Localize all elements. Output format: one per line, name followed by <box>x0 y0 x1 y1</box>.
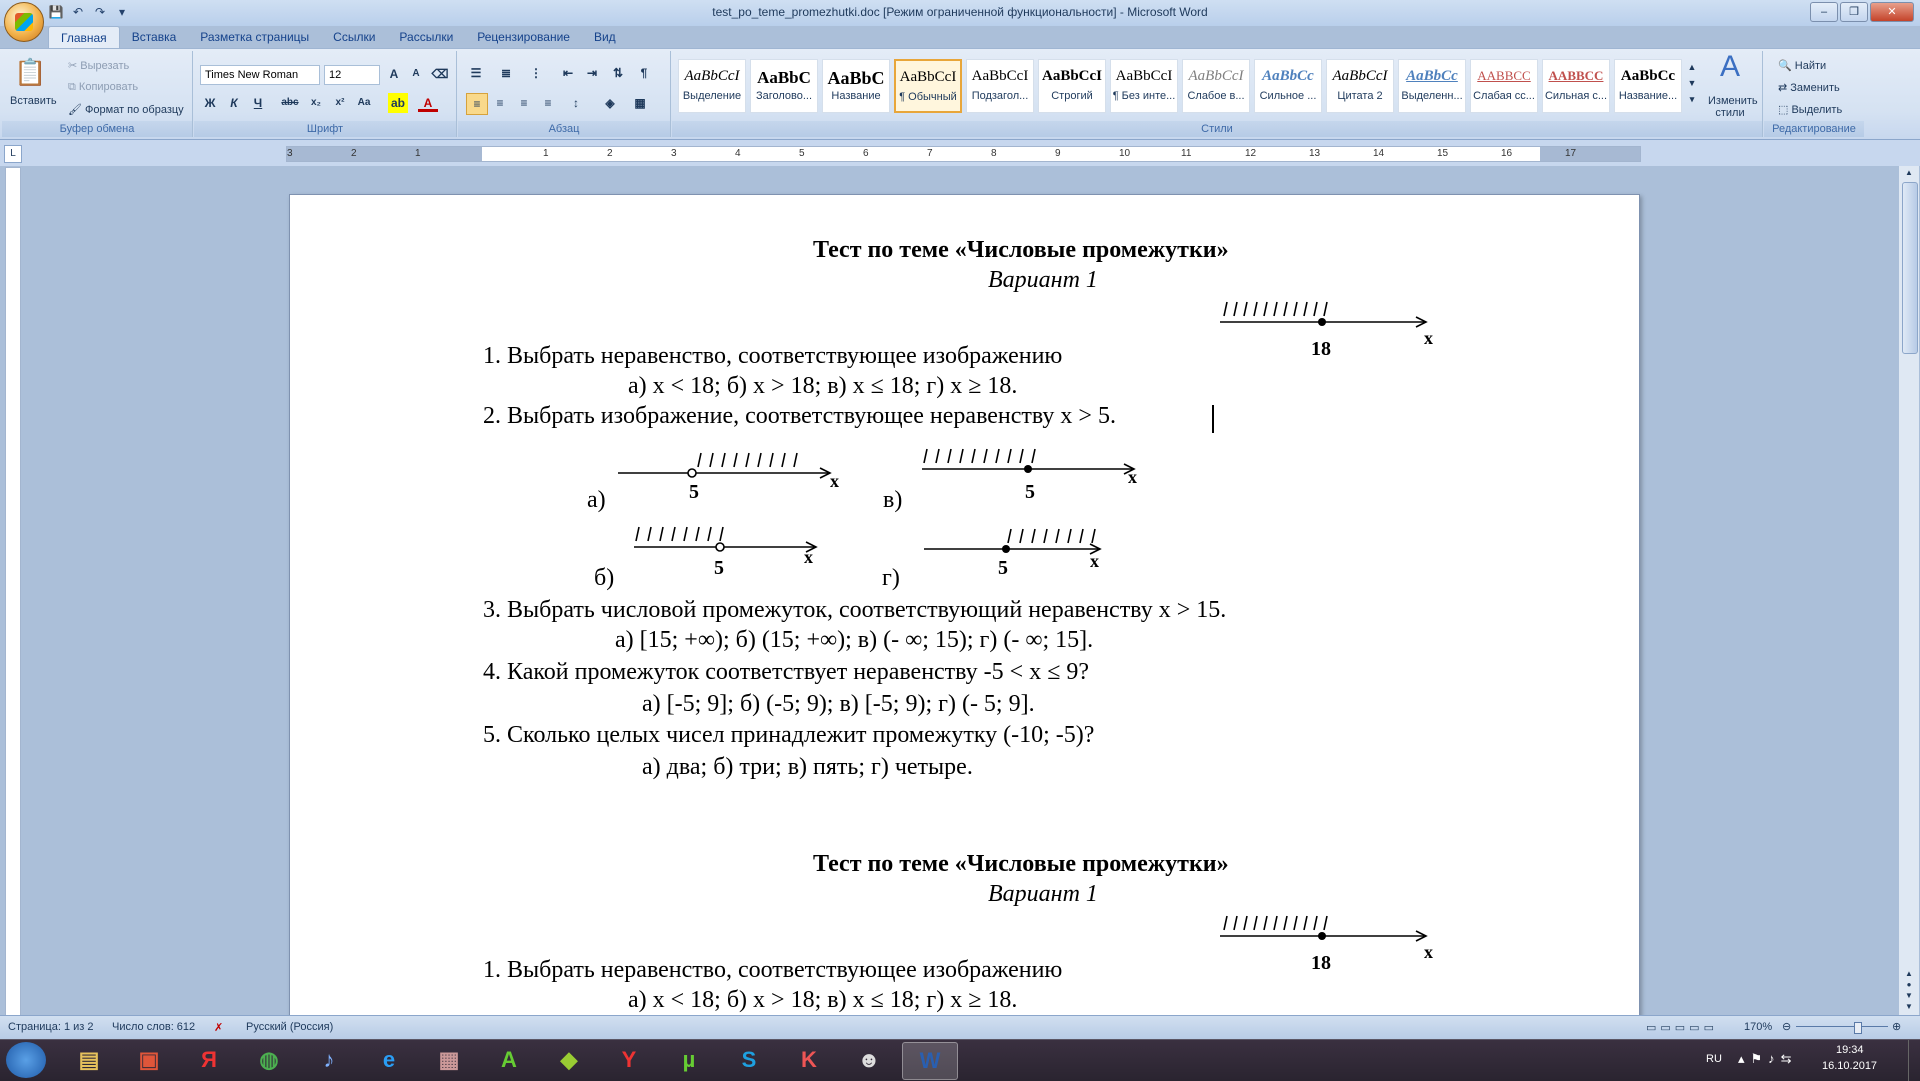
window-title: test_po_teme_promezhutki.doc [Режим ограниченной функциональности] - Microsoft Word <box>712 5 1208 19</box>
yandex-icon[interactable]: Я <box>201 1047 217 1072</box>
question-1-answers-repeat: а) x < 18; б) x > 18; в) x ≤ 18; г) x ≥ 18. <box>628 987 1018 1013</box>
align-right-icon[interactable]: ≡ <box>520 96 528 110</box>
replace-button[interactable]: ⇄ Заменить <box>1778 82 1840 94</box>
font-group-label: Шрифт <box>194 121 456 137</box>
vertical-ruler[interactable] <box>5 167 21 1015</box>
change-case-button[interactable]: Aa <box>357 97 371 108</box>
styles-group <box>672 51 1763 137</box>
shading-icon[interactable]: ◈ <box>605 96 615 110</box>
multilevel-list-icon[interactable]: ⋮ <box>530 66 542 80</box>
tab-view[interactable]: Вид <box>593 30 616 44</box>
ruler-number: 16 <box>1501 148 1513 159</box>
clock-time[interactable]: 19:34 <box>1836 1044 1864 1056</box>
ribbon-tabs <box>48 26 628 48</box>
ie-icon[interactable]: e <box>382 1047 396 1072</box>
zoom-in-icon[interactable]: ⊕ <box>1892 1021 1902 1033</box>
ruler-number: 4 <box>735 148 741 159</box>
justify-icon[interactable]: ≡ <box>544 96 552 110</box>
ruler-number: 12 <box>1245 148 1257 159</box>
select-button[interactable]: ⬚ Выделить <box>1778 104 1843 116</box>
option-b-label: б) <box>594 565 615 591</box>
status-bar <box>0 1015 1920 1040</box>
doc-variant: Вариант 1 <box>988 267 1098 293</box>
zoom-track <box>1796 1026 1888 1027</box>
style-intense-reference[interactable]: AABBCC Сильная с... <box>1542 59 1610 113</box>
tab-insert[interactable]: Вставка <box>131 30 177 44</box>
ruler-right-margin <box>1540 147 1640 161</box>
style-subtle-reference[interactable]: AABBCC Слабая сс... <box>1470 59 1538 113</box>
app-layers-icon[interactable]: ◆ <box>560 1047 578 1072</box>
question-3-answers: а) [15; +∞); б) (15; +∞); в) (- ∞; 15); г) (- ∞; 15]. <box>615 627 1094 653</box>
subscript-button[interactable]: x₂ <box>310 97 321 108</box>
tab-references[interactable]: Ссылки <box>333 30 376 44</box>
underline-button[interactable]: Ч <box>253 96 263 110</box>
font-name-combo[interactable]: Times New Roman <box>200 65 320 85</box>
increase-indent-icon[interactable]: ⇥ <box>586 66 598 80</box>
question-1-answers: а) x < 18; б) x > 18; в) x ≤ 18; г) x ≥ 18. <box>628 373 1018 399</box>
option-v-label: в) <box>883 487 903 513</box>
window-controls <box>1810 2 1914 22</box>
style-strong[interactable]: AaBbCcI Строгий <box>1038 59 1106 113</box>
shrink-font-icon[interactable]: A <box>412 68 420 79</box>
ruler-number: 3 <box>287 148 293 159</box>
question-4: 4. Какой промежуток соответствует неравенству -5 < x ≤ 9? <box>483 659 1090 685</box>
chrome-icon[interactable]: ◍ <box>259 1047 279 1072</box>
browse-object-icons[interactable]: ▲ ● ▼ ▼ <box>1905 969 1913 1011</box>
doc-title: Тест по теме «Числовые промежутки» <box>813 237 1229 263</box>
font-group <box>194 51 457 137</box>
label-x-a: x <box>830 471 839 491</box>
show-marks-icon[interactable]: ¶ <box>640 66 648 80</box>
line-spacing-icon[interactable]: ↕ <box>573 96 579 110</box>
style-title[interactable]: AaBbC Название <box>822 59 890 113</box>
paragraph-group <box>458 51 671 137</box>
question-5: 5. Сколько целых чисел принадлежит промежутку (-10; -5)? <box>483 722 1095 748</box>
editing-group <box>1764 51 1864 137</box>
ruler-number: 5 <box>799 148 805 159</box>
question-3: 3. Выбрать числовой промежуток, соответствующий неравенству x > 15. <box>483 597 1227 623</box>
scrollbar-thumb[interactable] <box>1902 182 1918 354</box>
label-x: x <box>1424 328 1433 348</box>
style-no-spacing[interactable]: AaBbCcI ¶ Без инте... <box>1110 59 1178 113</box>
proofing-icon[interactable]: ✗ <box>214 1022 224 1034</box>
doc-variant-2: Вариант 1 <box>988 881 1098 907</box>
save-icon[interactable]: 💾 <box>48 5 64 19</box>
ruler-number: 8 <box>991 148 997 159</box>
paste-icon[interactable]: 📋 <box>14 57 47 87</box>
bullets-icon[interactable]: ☰ <box>470 66 482 80</box>
question-4-answers: а) [-5; 9]; б) (-5; 9); в) [-5; 9); г) (- 5; 9]. <box>642 691 1035 717</box>
ruler-number: 17 <box>1565 148 1577 159</box>
media-icon[interactable]: ♪ <box>323 1047 335 1072</box>
explorer-icon[interactable]: ▤ <box>78 1047 100 1072</box>
label-x-g: x <box>1090 551 1099 571</box>
undo-icon[interactable]: ↶ <box>72 5 84 19</box>
italic-button[interactable]: К <box>230 96 238 110</box>
question-1: 1. Выбрать неравенство, соответствующее изображению <box>483 343 1063 369</box>
view-buttons[interactable]: ▭▭▭▭▭ <box>1646 1022 1718 1034</box>
sort-icon[interactable]: ⇅ <box>612 66 624 80</box>
label-x-b: x <box>804 547 813 567</box>
label-5-a: 5 <box>689 481 699 503</box>
app-mask-icon[interactable]: ☻ <box>857 1047 881 1072</box>
document-area <box>0 166 1899 1015</box>
label-18-2: 18 <box>1311 952 1331 974</box>
zoom-slider[interactable] <box>1782 1022 1902 1032</box>
label-x-2: x <box>1424 942 1433 962</box>
numbering-icon[interactable]: ≣ <box>500 66 512 80</box>
label-5-b: 5 <box>714 557 724 579</box>
doc-title-2: Тест по теме «Числовые промежутки» <box>813 851 1229 877</box>
quick-access-toolbar <box>48 4 130 22</box>
style-subtle-emphasis[interactable]: AaBbCcI Слабое в... <box>1182 59 1250 113</box>
yandex-browser-icon[interactable]: Y <box>621 1047 637 1072</box>
decrease-indent-icon[interactable]: ⇤ <box>562 66 574 80</box>
ruler-number: 1 <box>543 148 549 159</box>
change-styles-button[interactable]: Изменить стили <box>1708 95 1758 119</box>
font-size-combo[interactable]: 12 <box>324 65 380 85</box>
styles-group-label: Стили <box>672 121 1762 137</box>
show-desktop-button[interactable] <box>1908 1040 1920 1081</box>
change-styles-icon[interactable]: A <box>1719 50 1740 83</box>
clear-format-icon[interactable]: ⌫ <box>431 67 449 81</box>
align-center-icon[interactable]: ≡ <box>496 96 504 110</box>
highlight-icon[interactable]: ab <box>388 93 408 113</box>
bold-button[interactable]: Ж <box>204 96 216 110</box>
editing-group-label: Редактирование <box>1764 121 1864 137</box>
language-indicator[interactable]: Русский (Россия) <box>246 1021 334 1033</box>
tab-mailings[interactable]: Рассылки <box>399 30 454 44</box>
skype-icon[interactable]: S <box>741 1047 757 1072</box>
ruler-number: 2 <box>351 148 357 159</box>
ruler-number: 9 <box>1055 148 1061 159</box>
horizontal-ruler[interactable] <box>286 146 1641 162</box>
question-2: 2. Выбрать изображение, соответствующее неравенству x > 5. <box>483 403 1116 429</box>
maximize-button[interactable]: ❐ <box>1840 2 1868 22</box>
ruler-number: 1 <box>415 148 421 159</box>
winrar-icon[interactable]: ▦ <box>438 1047 460 1072</box>
ruler-number: 3 <box>671 148 677 159</box>
styles-scroll-icon[interactable]: ▲ ▼ ▾ <box>1687 62 1697 104</box>
clipboard-group <box>2 51 193 137</box>
superscript-button[interactable]: x² <box>335 97 345 108</box>
ribbon <box>0 48 1920 140</box>
ruler-number: 14 <box>1373 148 1385 159</box>
label-18: 18 <box>1311 338 1331 360</box>
format-painter-button[interactable]: 🖌 Формат по образцу <box>68 104 184 116</box>
tab-page-layout[interactable]: Разметка страницы <box>200 30 310 44</box>
label-5-v: 5 <box>1025 481 1035 503</box>
ruler-number: 10 <box>1119 148 1131 159</box>
question-5-answers: а) два; б) три; в) пять; г) четыре. <box>642 754 973 780</box>
close-button[interactable]: ✕ <box>1870 2 1914 22</box>
redo-icon[interactable]: ↷ <box>94 5 106 19</box>
page-count[interactable]: Страница: 1 из 2 <box>8 1021 94 1033</box>
style-emphasis[interactable]: AaBbCcI Выделение <box>678 59 746 113</box>
office-button[interactable] <box>4 2 44 42</box>
zoom-out-icon[interactable]: ⊖ <box>1782 1021 1792 1033</box>
document-page[interactable] <box>289 194 1640 1015</box>
tab-home[interactable]: Главная <box>48 26 120 48</box>
word-count[interactable]: Число слов: 612 <box>112 1021 196 1033</box>
style-quote2[interactable]: AaBbCcI Цитата 2 <box>1326 59 1394 113</box>
tab-review[interactable]: Рецензирование <box>477 30 570 44</box>
zoom-level[interactable]: 170% <box>1744 1021 1773 1033</box>
ruler-left-margin <box>287 147 482 161</box>
style-intense-quote[interactable]: AaBbCc Выделенн... <box>1398 59 1466 113</box>
customize-qat-icon[interactable]: ▾ <box>118 5 126 19</box>
start-button[interactable] <box>6 1042 46 1078</box>
option-g-label: г) <box>882 565 900 591</box>
label-x-v: x <box>1128 467 1137 487</box>
font-color-icon[interactable]: A <box>418 93 438 112</box>
paste-button[interactable]: Вставить <box>10 95 57 107</box>
paragraph-group-label: Абзац <box>458 121 670 137</box>
powerpoint-icon[interactable]: ▣ <box>138 1047 160 1072</box>
number-line-18 <box>1218 293 1450 355</box>
ruler-number: 15 <box>1437 148 1449 159</box>
app-k-icon[interactable]: K <box>801 1047 817 1072</box>
strikethrough-button[interactable]: abc <box>281 97 299 108</box>
style-book-title[interactable]: AaBbCc Название... <box>1614 59 1682 113</box>
grow-font-icon[interactable]: A <box>389 67 399 81</box>
style-subtitle[interactable]: AaBbCcI Подзагол... <box>966 59 1034 113</box>
text-cursor <box>1212 405 1214 433</box>
word-taskbar-icon[interactable]: W <box>902 1042 958 1080</box>
tray-icons[interactable]: ▴⚑♪⇆ <box>1738 1051 1798 1066</box>
scroll-up-icon[interactable]: ▲ <box>1905 168 1913 177</box>
ruler-number: 2 <box>607 148 613 159</box>
clock-date[interactable]: 16.10.2017 <box>1822 1060 1878 1072</box>
question-1-repeat: 1. Выбрать неравенство, соответствующее изображению <box>483 957 1063 983</box>
ruler-number: 6 <box>863 148 869 159</box>
input-language[interactable]: RU <box>1706 1053 1722 1065</box>
borders-icon[interactable]: ▦ <box>634 96 646 110</box>
ruler-number: 11 <box>1181 148 1192 159</box>
taskbar <box>0 1039 1920 1081</box>
app-a-icon[interactable]: A <box>501 1047 517 1072</box>
align-left-icon[interactable]: ≡ <box>466 93 488 115</box>
ruler-number: 7 <box>927 148 933 159</box>
number-line-a <box>618 449 838 499</box>
tab-selector-icon[interactable]: L <box>4 145 22 163</box>
clipboard-group-label: Буфер обмена <box>2 121 192 137</box>
style-normal[interactable]: AaBbCcI ¶ Обычный <box>894 59 962 113</box>
style-heading1[interactable]: AaBbC Заголово... <box>750 59 818 113</box>
zoom-thumb[interactable] <box>1854 1022 1862 1034</box>
utorrent-icon[interactable]: µ <box>682 1047 696 1072</box>
cut-button[interactable]: ✂ Вырезать <box>68 60 130 72</box>
minimize-button[interactable]: – <box>1810 2 1838 22</box>
label-5-g: 5 <box>998 557 1008 579</box>
option-a-label: а) <box>587 487 606 513</box>
find-button[interactable]: 🔍 Найти <box>1778 60 1827 72</box>
number-line-18-2 <box>1218 907 1450 969</box>
style-intense-emphasis[interactable]: AaBbCc Сильное ... <box>1254 59 1322 113</box>
copy-button[interactable]: ⧉ Копировать <box>68 81 139 93</box>
ruler-number: 13 <box>1309 148 1321 159</box>
